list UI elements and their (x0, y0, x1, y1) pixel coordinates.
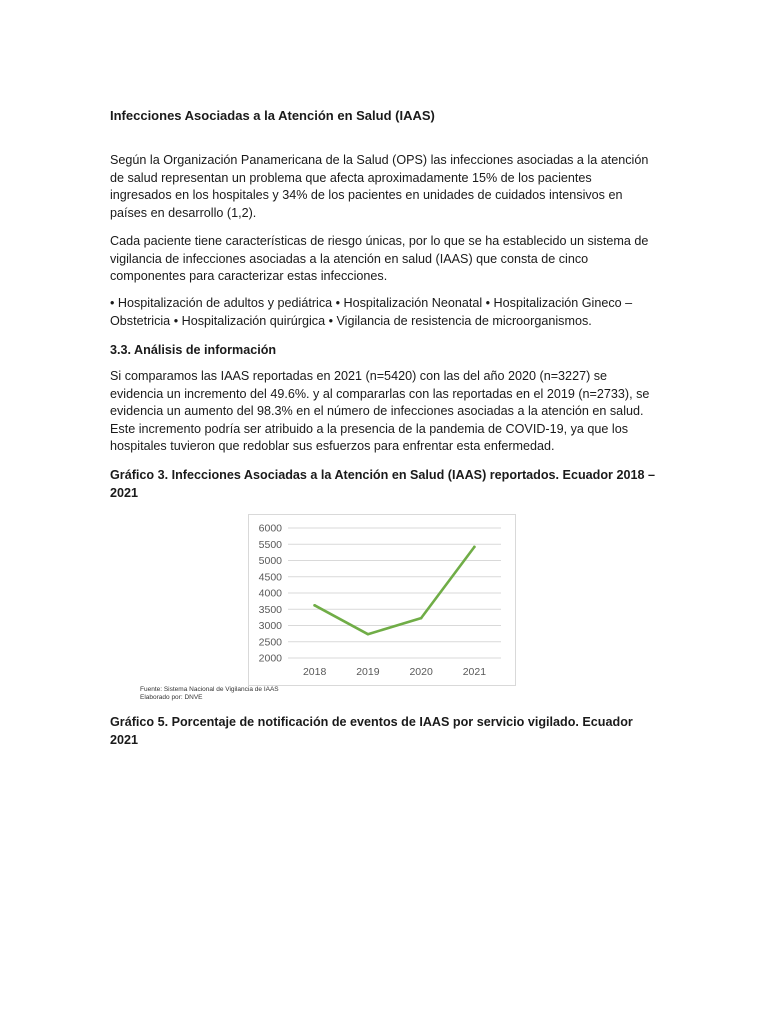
paragraph-prevalence: Según la Organización Panamericana de la Salud (OPS) las infecciones asociadas a la atención de salud representan un problema que afecta aproximadamente 15% de los pacientes ingresados en los hospitales y 34% de los pacientes en unidades de cuidados intensivos en países en desarrollo (1,2). (110, 153, 649, 220)
x-tick-label: 2018 (302, 666, 327, 678)
data-point (367, 633, 370, 636)
y-tick-label: 2000 (258, 652, 282, 665)
paragraph-analysis: Si comparamos las IAAS reportadas en 2021 (n=5420) con las del año 2020 (n=3227) se evidencia un incremento del 49.6%. y al compararlas con las reportadas en el 2019 (n=2733), se evidencia un aumento del 98.3% en el número de infecciones asociadas a la atención en salud. Este incremento podría ser atribuido a la presencia de la pandemia de COVID-19, ya que los hospitales tuvieron que redoblar sus esfuerzos para enfrentar esta enfermedad. (110, 369, 650, 454)
y-tick-label: 3500 (258, 603, 282, 616)
y-tick-label: 4000 (258, 587, 282, 600)
chart-source-note (140, 686, 279, 702)
y-tick-label: 2500 (258, 636, 282, 649)
chart-canvas (249, 515, 515, 685)
data-point (473, 546, 476, 549)
y-tick-label: 6000 (258, 522, 282, 535)
author-line: Elaborado por: DNVE (140, 694, 203, 701)
paragraph-surveillance-system: Cada paciente tiene características de riesgo únicas, por lo que se ha establecido un sistema de vigilancia de infecciones asociadas a la atención en salud (IAAS) que consta de cinco componentes para caracterizar estas infecciones. (110, 234, 649, 284)
x-tick-label: 2021 (462, 666, 487, 678)
y-tick-label: 5000 (258, 555, 282, 567)
x-tick-label: 2019 (356, 666, 380, 678)
figure-5-caption: Gráfico 5. Porcentaje de notificación de eventos de IAAS por servicio vigilado. Ecuador 2021 (110, 715, 633, 747)
section-title: Infecciones Asociadas a la Atención en Salud (IAAS) (110, 108, 435, 123)
x-tick-label: 2020 (409, 666, 433, 678)
series-line (315, 547, 475, 634)
surveillance-components-list: • Hospitalización de adultos y pediátrica • Hospitalización Neonatal • Hospitalización Gineco – Obstetricia • Hospitalización quirúrgica • Vigilancia de resistencia de microorganismos. (110, 296, 633, 328)
data-point (420, 617, 423, 620)
y-tick-label: 5500 (258, 538, 282, 551)
data-point (313, 604, 316, 607)
source-line: Fuente: Sistema Nacional de Vigilancia de IAAS (140, 686, 279, 693)
iaas-line-chart (248, 514, 516, 686)
figure-3-caption: Gráfico 3. Infecciones Asociadas a la Atención en Salud (IAAS) reportados. Ecuador 2018 – 2021 (110, 468, 655, 500)
subsection-title: 3.3. Análisis de información (110, 343, 277, 357)
y-tick-label: 3000 (258, 620, 282, 632)
y-tick-label: 4500 (258, 571, 282, 584)
